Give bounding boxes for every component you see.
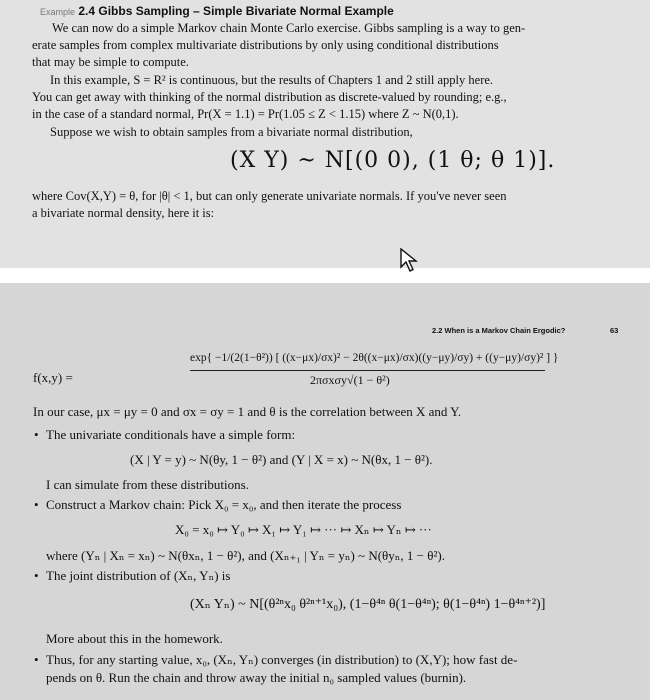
paragraph-line: Suppose we wish to obtain samples from a bivariate normal distribution,	[50, 125, 413, 139]
mouse-cursor-icon	[400, 248, 418, 277]
running-header: 2.2 When is a Markov Chain Ergodic?	[432, 326, 566, 335]
paragraph-line: Thus, for any starting value, x₀, (Xₙ, Yₙ) converges (in distribution) to (X,Y); how fast de-	[46, 652, 518, 667]
paragraph-line: More about this in the homework.	[46, 631, 223, 646]
paragraph-line: where (Yₙ | Xₙ = xₙ) ~ N(θxₙ, 1 − θ²), and (Xₙ₊₁ | Yₙ = yₙ) ~ N(θyₙ, 1 − θ²).	[46, 548, 445, 563]
paragraph-line: The univariate conditionals have a simple form:	[46, 427, 296, 442]
markov-chain-sequence: X₀ = x₀ ↦ Y₀ ↦ X₁ ↦ Y₁ ↦ ··· ↦ Xₙ ↦ Yₙ ↦ ···	[175, 522, 432, 537]
paragraph-line: You can get away with thinking of the normal distribution as discrete-valued by rounding; e.g.,	[32, 90, 507, 104]
bivariate-formula: (X Y) ~ N[(0 0), (1 θ; θ 1)].	[230, 148, 556, 173]
bullet-icon: •	[34, 497, 39, 512]
conditional-formula: (X | Y = y) ~ N(θy, 1 − θ²) and (Y | X = x) ~ N(θx, 1 − θ²).	[130, 452, 433, 467]
paragraph-line: In our case, μx = μy = 0 and σx = σy = 1 and θ is the correlation between X and Y.	[33, 404, 462, 419]
density-lhs: f(x,y) =	[33, 370, 73, 385]
example-label: Example	[40, 7, 76, 17]
density-numerator: exp{ −1/(2(1−θ²)) [ ((x−μx)/σx)² − 2θ((x−μx)/σx)((y−μy)/σy) + ((y−μy)/σy)² ] }	[190, 352, 559, 364]
paragraph-line: We can now do a simple Markov chain Monte Carlo exercise. Gibbs sampling is a way to gen-	[52, 21, 526, 35]
bullet-icon: •	[34, 652, 39, 667]
paragraph-line: in the case of a standard normal, Pr(X = 1.1) = Pr(1.05 ≤ Z < 1.15) where Z ~ N(0,1).	[32, 107, 459, 121]
paragraph-line: that may be simple to compute.	[32, 55, 189, 69]
bullet-icon: •	[34, 568, 39, 583]
density-denominator: 2πσxσy√(1 − θ²)	[310, 373, 390, 387]
paragraph-line: where Cov(X,Y) = θ, for |θ| < 1, but can only generate univariate normals. If you've never seen	[32, 189, 507, 203]
paragraph-line: Construct a Markov chain: Pick X₀ = x₀, and then iterate the process	[46, 497, 402, 512]
paragraph-line: In this example, S = R² is continuous, but the results of Chapters 1 and 2 still apply here.	[50, 73, 494, 87]
fraction-bar	[190, 370, 545, 371]
joint-distribution-formula: (Xₙ Yₙ) ~ N[(θ²ⁿx₀ θ²ⁿ⁺¹x₀), (1−θ⁴ⁿ θ(1−θ⁴ⁿ); θ(1−θ⁴ⁿ) 1−θ⁴ⁿ⁺²)]	[190, 597, 546, 612]
paragraph-line: The joint distribution of (Xₙ, Yₙ) is	[46, 568, 231, 583]
paragraph-line: pends on θ. Run the chain and throw away the initial n₀ sampled values (burnin).	[46, 670, 467, 685]
page-gap	[0, 268, 650, 283]
paragraph-line: I can simulate from these distributions.	[46, 477, 249, 492]
section-title-text: 2.4 Gibbs Sampling – Simple Bivariate Normal Example	[78, 4, 394, 18]
page-number: 63	[610, 326, 619, 335]
paragraph-line: a bivariate normal density, here it is:	[32, 206, 215, 220]
paragraph-line: erate samples from complex multivariate distributions by only using conditional distributions	[32, 38, 499, 52]
bullet-icon: •	[34, 427, 39, 442]
section-title	[40, 4, 394, 18]
